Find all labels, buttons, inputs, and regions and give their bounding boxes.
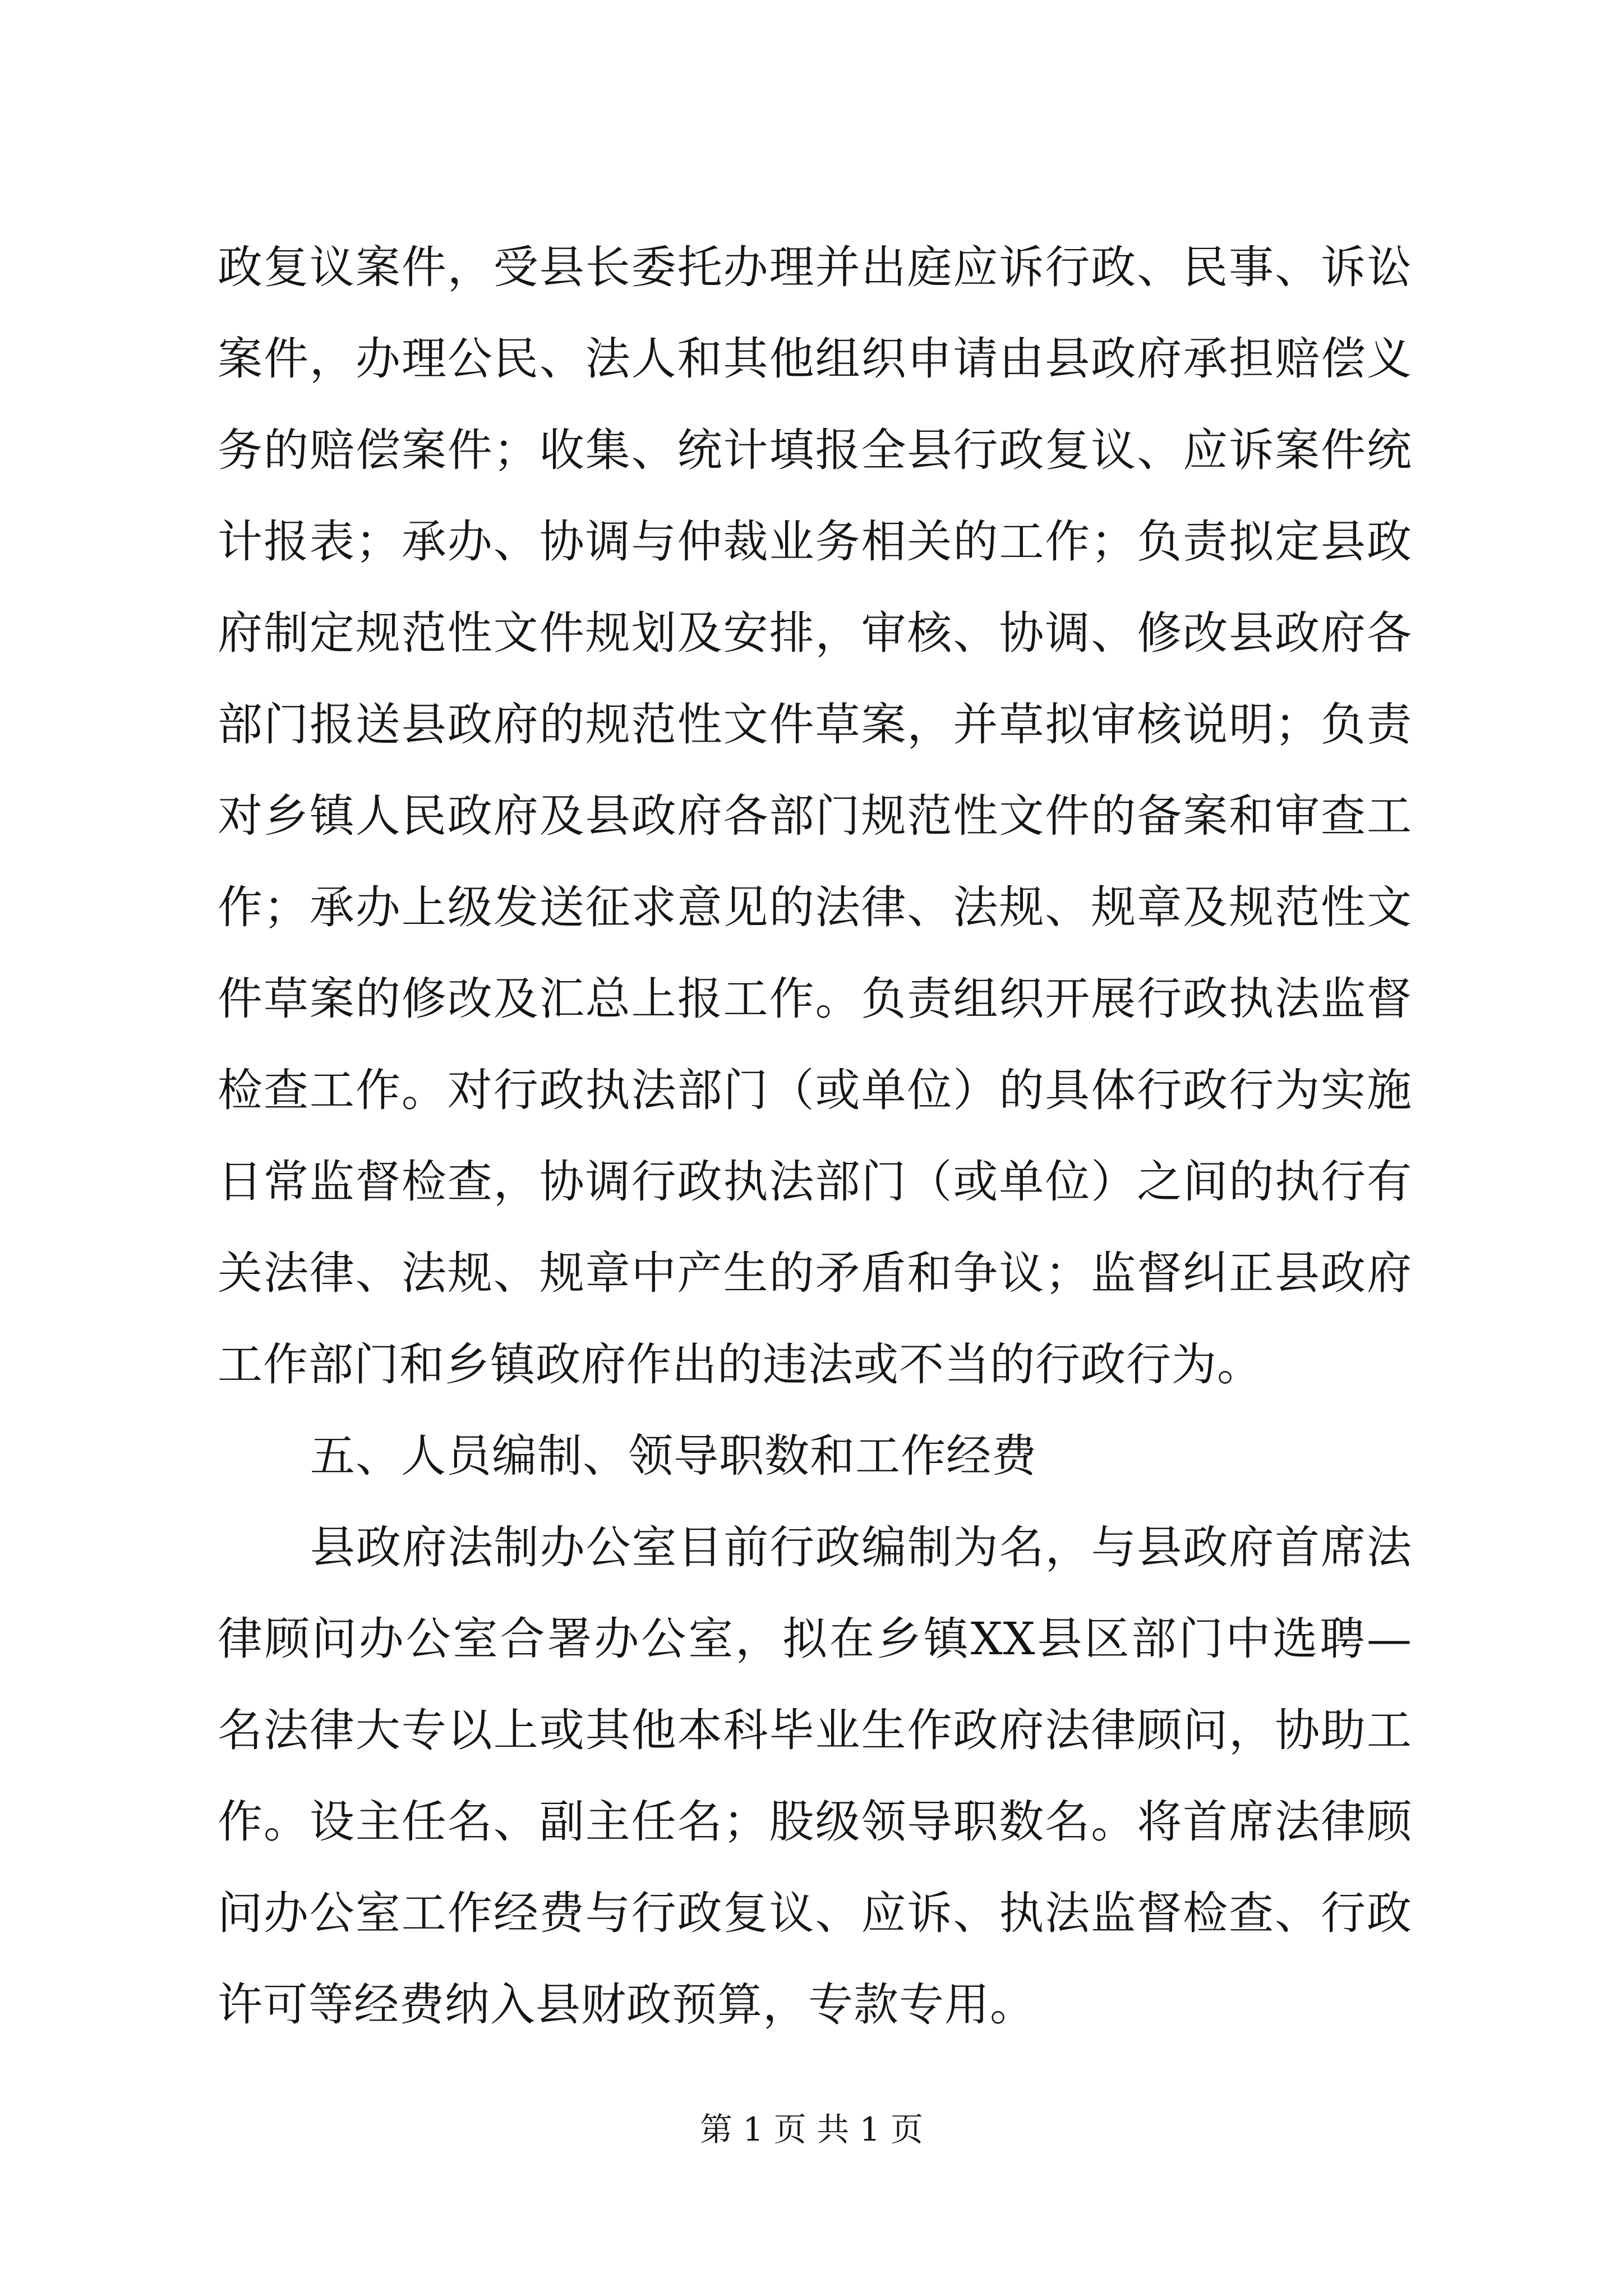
page-number-footer: 第 1 页 共 1 页 bbox=[700, 2110, 923, 2148]
section-heading-staffing: 五、人员编制、领导职数和工作经费 bbox=[310, 1430, 1037, 1482]
document-body bbox=[218, 222, 1412, 2050]
paragraph-staffing: 县政府法制办公室目前行政编制为名，与县政府首席法律顾问办公室合署办公室，拟在乡镇XX县区部门中选聘—名法律大专以上或其他本科毕业生作政府法律顾问，协助工作。设主任名、副主任名；股级领导职数名。将首席法律顾问办公室工作经费与行政复议、应诉、执法监督检查、行政许可等经费纳入县财政预算，专款专用。 bbox=[218, 1521, 1412, 2031]
paragraph-duties-continued: 政复议案件，受县长委托办理并出庭应诉行政、民事、诉讼案件，办理公民、法人和其他组织申请由县政府承担赔偿义务的赔偿案件；收集、统计填报全县行政复议、应诉案件统计报表；承办、协调与仲裁业务相关的工作；负责拟定县政府制定规范性文件规划及安排，审核、协调、修改县政府各部门报送县政府的规范性文件草案，并草拟审核说明；负责对乡镇人民政府及县政府各部门规范性文件的备案和审查工作；承办上级发送征求意见的法律、法规、规章及规范性文件草案的修改及汇总上报工作。负责组织开展行政执法监督检查工作。对行政执法部门（或单位）的具体行政行为实施日常监督检查，协调行政执法部门（或单位）之间的执行有关法律、法规、规章中产生的矛盾和争议；监督纠正县政府工作部门和乡镇政府作出的违法或不当的行政行为。 bbox=[218, 241, 1412, 1391]
